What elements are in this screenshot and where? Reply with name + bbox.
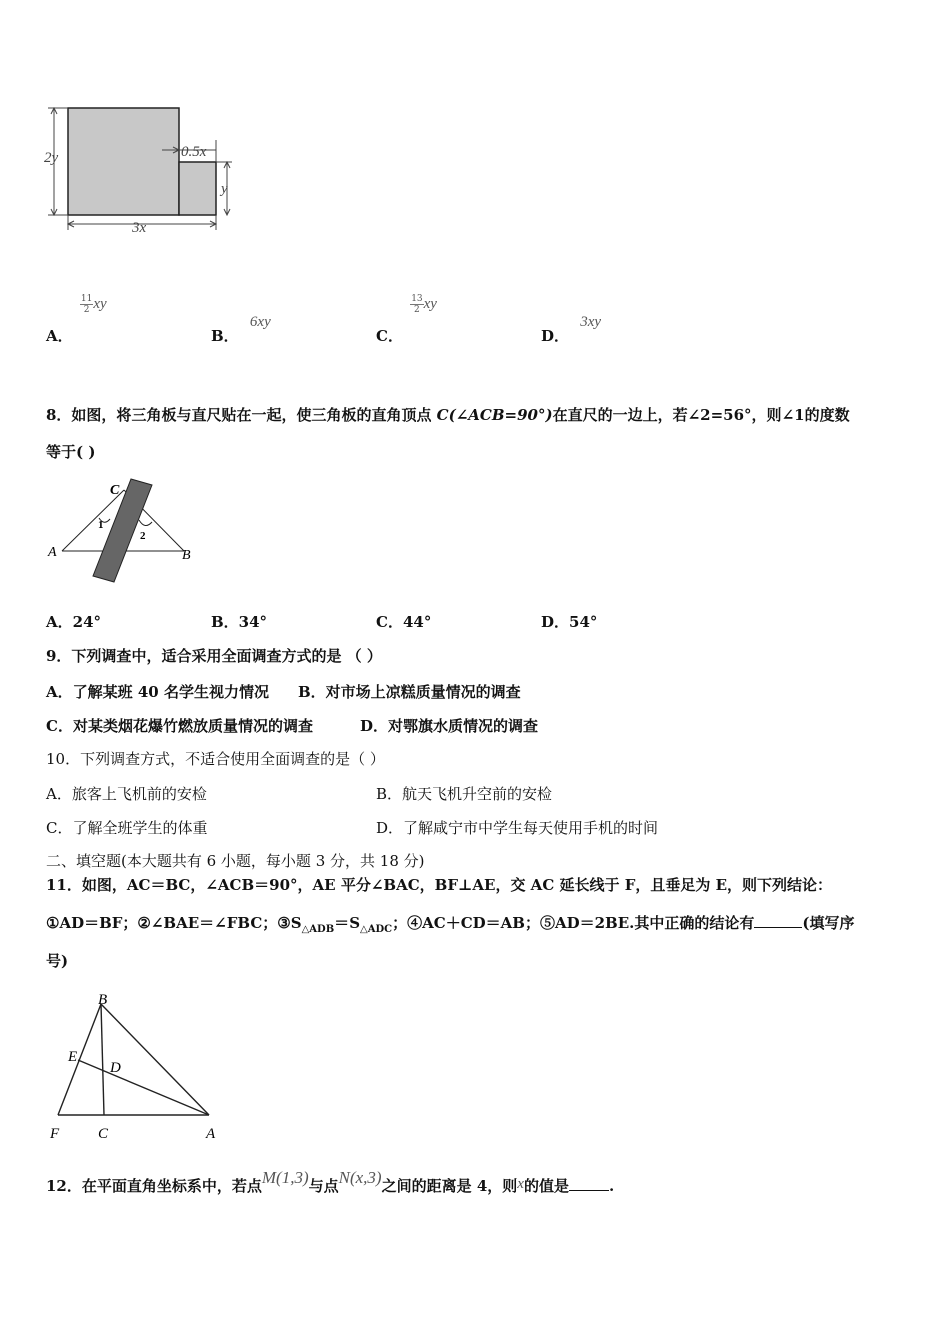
label-2: 2: [140, 530, 146, 542]
label-2y: 2y: [44, 150, 59, 166]
section-title: 二、填空题(本大题共有 6 小题，每小题 3 分，共 18 分): [46, 852, 425, 870]
q11-stem-line2: ①AD＝BF；②∠BAE＝∠FBC；$③S_{\triangle ADB}=S_{\triangle ADC}$；④AC＋CD＝AB；⑤AD＝2BE.其中正确的结论有 (填写序: [46, 914, 855, 935]
q8-option-b: B．34°: [211, 613, 268, 631]
small-rectangle: [179, 162, 216, 215]
q8-option-c: C．44°: [376, 613, 432, 631]
label-b: B: [98, 992, 108, 1008]
label-c: C: [98, 1126, 109, 1142]
q8-stem-line1: 8．如图，将三角板与直尺贴在一起，使三角板的直角顶点 C(∠ACB=90°)在直尺的一边上，若∠2=56°，则∠1的度数: [46, 406, 850, 424]
q12-stem: 12．在平面直角坐标系中，若点M(1,3)与点N(x,3)之间的距离是 4，则x的值是 .: [46, 1168, 615, 1195]
q11-stem-line3: 号): [46, 952, 69, 970]
label-d: D: [110, 1060, 121, 1076]
q11-stem-line1: 11．如图，AC＝BC，∠ACB＝90°，AE 平分∠BAC，BF⊥AE，交 AC 延长线于 F，且垂足为 E，则下列结论：: [46, 876, 833, 894]
label-05x: 0.5x: [181, 144, 207, 160]
fraction: $\frac{11}{2}$: [80, 293, 93, 315]
label-3x: 3x: [132, 220, 147, 236]
q8-option-d: D．54°: [541, 613, 598, 631]
q9-option-a: A．了解某班 40 名学生视力情况: [46, 683, 269, 701]
q10-option-c: C．了解全班学生的体重: [46, 819, 208, 837]
large-rectangle: [68, 108, 179, 215]
label-a: A: [48, 545, 57, 560]
q10-option-d: D．了解咸宁市中学生每天使用手机的时间: [376, 819, 659, 837]
q8-option-a: A．24°: [46, 613, 102, 631]
label-y: y: [221, 181, 228, 197]
q10-option-b: B．航天飞机升空前的安检: [376, 785, 553, 803]
label-b: B: [182, 548, 191, 563]
label-a: A: [206, 1126, 216, 1142]
q9-option-d: D．对鄂旗水质情况的调查: [360, 717, 539, 735]
q8-stem-line2: 等于( ): [46, 443, 96, 461]
q11-figure: [44, 990, 234, 1146]
q9-option-b: B．对市场上凉糕质量情况的调查: [298, 683, 521, 701]
q7-option-d: D． 3xy: [541, 314, 602, 345]
q10-option-a: A．旅客上飞机前的安检: [46, 785, 207, 803]
label-1: 1: [98, 519, 104, 531]
q10-stem: 10．下列调查方式，不适合使用全面调查的是（ ）: [46, 750, 385, 768]
q7-figure: [40, 100, 250, 240]
label-c: C: [110, 483, 120, 498]
label-e: E: [68, 1049, 78, 1065]
q7-option-a: A． $\frac{11}{2}$ xy: [46, 293, 107, 345]
q9-option-c: C．对某类烟花爆竹燃放质量情况的调查: [46, 717, 313, 735]
q8-figure: [44, 476, 204, 586]
answer-blank: [754, 913, 802, 928]
q7-option-b: B． 6xy: [211, 314, 271, 345]
q9-stem: 9．下列调查中，适合采用全面调查方式的是 （ ）: [46, 647, 382, 665]
q7-option-c: C． $\frac{13}{2}$ xy: [376, 293, 437, 345]
label-f: F: [50, 1126, 60, 1142]
fraction: $\frac{13}{2}$: [411, 293, 423, 315]
answer-blank: [569, 1176, 609, 1191]
